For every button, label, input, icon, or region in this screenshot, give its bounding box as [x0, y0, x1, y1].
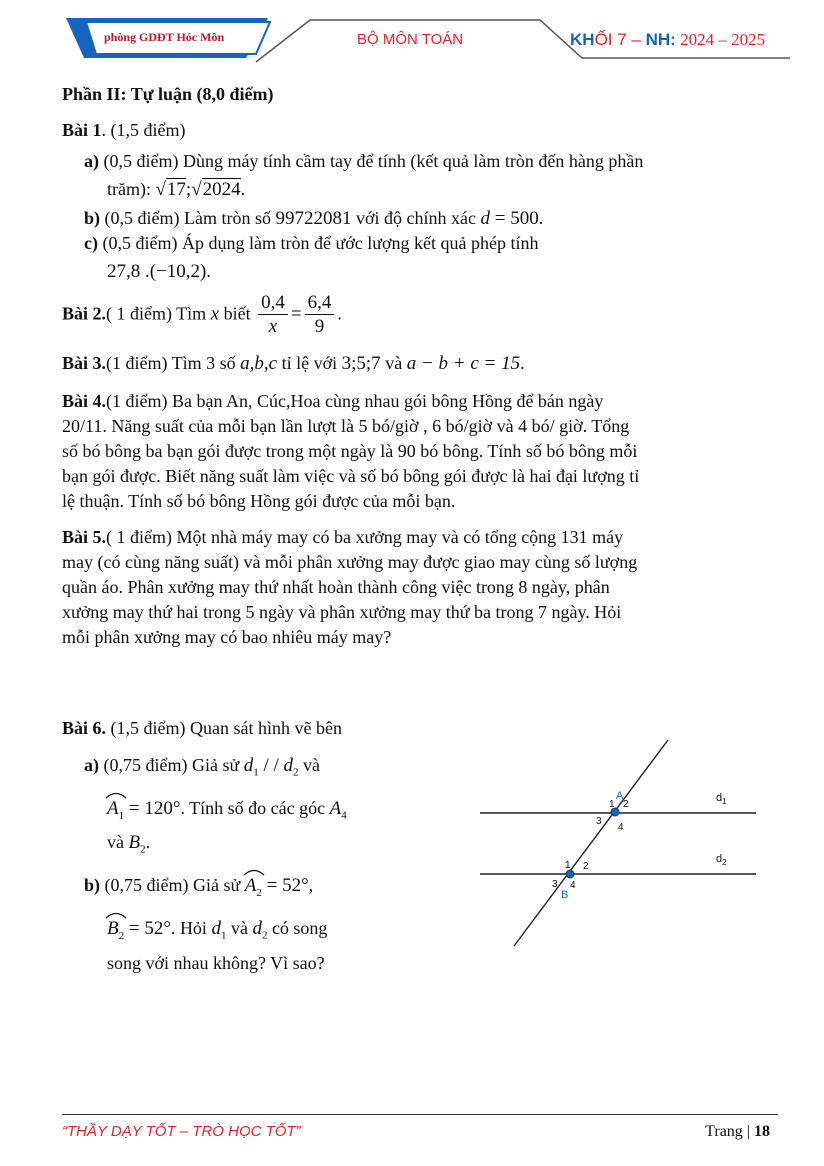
angle-A1-sub: 1: [118, 809, 125, 822]
school-year: 2024 – 2025: [675, 30, 766, 49]
bai2-frac2-num: 6,4: [305, 292, 335, 315]
bai2: [62, 292, 782, 339]
bai6-a: [84, 753, 442, 786]
bai1-a-end: .: [240, 179, 246, 199]
bai6-b-value2: = 52°: [124, 917, 171, 939]
bai6-b-d1: d: [211, 917, 221, 939]
label-A: A: [616, 790, 624, 802]
exam-content: [62, 80, 782, 650]
sqrt-2024: √2024: [191, 179, 241, 200]
bai2-text2: biết: [219, 303, 256, 324]
bai6-b-d1-sub: 1: [220, 929, 227, 942]
sqrt-17-radicand: 17: [166, 179, 186, 200]
grade-year-label: [570, 30, 765, 50]
bai1-b-number: 99722081: [275, 208, 352, 229]
angle-B-1: 1: [565, 860, 571, 871]
bai6-a-parallel: / /: [258, 755, 284, 776]
angle-A-2: 2: [623, 799, 629, 810]
bai5-line-3: xưởng may thứ hai trong 5 ngày và phân xưởng may thứ ba trong 7 ngày. Hỏi: [62, 602, 622, 622]
bai1-b: [84, 206, 782, 231]
angle-A1: [107, 796, 124, 829]
label-d1: [716, 792, 727, 806]
bai6-a-text: (0,75 điểm) Giả sử: [99, 755, 244, 775]
label-B: B: [561, 889, 569, 901]
bai6-a-d2-sub: 2: [293, 766, 299, 779]
bai3-end: .: [520, 353, 525, 373]
bai1-a-sep: ;: [185, 179, 192, 200]
angle-arc-B2: [105, 911, 127, 919]
bai6-label: Bài 6.: [62, 718, 107, 738]
page-label: Trang |: [705, 1123, 754, 1140]
bai1-a: [84, 149, 782, 174]
bai4-line-4: lệ thuận. Tính số bó bông Hồng gói được của mỗi bạn.: [62, 491, 456, 511]
angle-A4-letter: A: [329, 797, 342, 819]
angle-A4-sub: 4: [341, 809, 347, 822]
bai1-c-text: (0,5 điểm) Áp dụng làm tròn để ước lượng kết quả phép tính: [97, 233, 539, 253]
bai5-line-2: quần áo. Phân xưởng may thứ nhất hoàn thành công việc trong 8 ngày, phân: [62, 577, 610, 597]
angle-A-4: 4: [618, 822, 624, 833]
bai1-c: [84, 231, 782, 256]
bai1-label: Bài 1: [62, 120, 102, 140]
bai6-b-text: (0,75 điểm) Giả sử: [100, 874, 245, 895]
bai4: [62, 389, 782, 514]
footer-motto: “THẦY DẠY TỐT – TRÒ HỌC TỐT”: [62, 1123, 301, 1140]
bai6-a-cont2: [107, 830, 442, 863]
bai2-frac1-den: x: [268, 316, 278, 337]
label-d2: [716, 853, 727, 867]
angle-A2-letter: A: [244, 874, 257, 896]
bai6-b-cont: [107, 916, 442, 949]
angle-A1-letter: A: [107, 797, 119, 819]
bai2-end: .: [337, 303, 342, 324]
angle-A-3: 3: [596, 816, 602, 827]
bai4-line-1: 20/11. Năng suất của mỗi bạn lần lượt là 5 bó/giờ , 6 bó/giờ và 4 bó/ giờ. Tổng: [62, 416, 630, 436]
bai5-line-0: [62, 525, 782, 550]
bai5-label: Bài 5.: [62, 527, 107, 547]
page-footer: [62, 1114, 778, 1155]
label-d1-sub: 1: [722, 797, 727, 806]
bai5: [62, 525, 782, 650]
bai1-c-expr: 27,8 .(−10,2): [107, 261, 207, 282]
bai6-title: [62, 716, 442, 741]
bai2-eq: =: [290, 303, 302, 325]
bai1-b-text: (0,5 điểm) Làm tròn số: [100, 208, 276, 228]
bai3-eq: a − b + c = 15: [406, 353, 521, 374]
bai1-a-text: (0,5 điểm) Dùng máy tính cầm tay để tính (kết quả làm tròn đến hàng phần: [99, 151, 644, 171]
page-number-value: 18: [754, 1123, 770, 1140]
bai4-text-0: (1 điểm) Ba bạn An, Cúc,Hoa cùng nhau gói bông Hồng để bán ngày: [106, 391, 604, 411]
bai6-title-rest: (1,5 điểm) Quan sát hình vẽ bên: [106, 718, 342, 738]
bai1-a-cont: [107, 177, 782, 202]
point-B: [566, 870, 574, 878]
bai1-b-label: b): [84, 208, 101, 228]
bai3: [62, 351, 782, 376]
angle-B2b-letter: B: [107, 917, 119, 939]
bai1-b-eq: = 500: [489, 208, 539, 229]
angle-B-4: 4: [570, 880, 576, 891]
bai6-b-cont2: song với nhau không? Vì sao?: [107, 952, 325, 973]
bai4-line-0: [62, 389, 782, 414]
bai1-title: [62, 118, 782, 143]
bai1-c-end: .: [206, 261, 211, 281]
bai3-text: (1 điểm) Tìm 3 số: [106, 353, 241, 373]
bai3-label: Bài 3.: [62, 353, 107, 373]
bai4-line-3: bạn gói được. Biết năng suất làm việc và số bó bông gói được là hai đại lượng tỉ: [62, 466, 640, 486]
bai6-b-text3: có song: [267, 917, 328, 938]
label-d2-sub: 2: [722, 858, 727, 867]
angle-B2b-sub: 2: [118, 929, 125, 942]
label-d2-letter: d: [716, 853, 723, 865]
bai5-text-0: ( 1 điểm) Một nhà máy may có ba xưởng may và có tổng cộng 131 máy: [106, 527, 624, 547]
bai6-a-d2: d: [283, 755, 294, 776]
angle-arc-A2: [243, 868, 265, 876]
bai2-var: x: [210, 303, 220, 325]
bai6-b-text2: . Hỏi: [170, 917, 212, 938]
bai2-text: ( 1 điểm) Tìm: [106, 303, 211, 324]
bai2-frac1-num: 0,4: [258, 292, 288, 315]
bai1-c-cont: [107, 259, 782, 284]
page-header: [0, 0, 824, 70]
bai3-ratio: 3;5;7: [341, 353, 381, 374]
angle-B-2: 2: [583, 861, 589, 872]
angle-A2-sub: 2: [256, 886, 262, 899]
bai6-a-value: = 120°: [124, 797, 181, 819]
bai6-a-va: và: [107, 832, 129, 853]
bai6: [62, 716, 442, 976]
bai3-text3: và: [380, 353, 407, 373]
angle-B2: [107, 916, 124, 949]
bai6-b-label: b): [84, 874, 101, 895]
subject-label: BỘ MÔN TOÁN: [357, 31, 464, 48]
bai6-b-va: và: [226, 917, 253, 938]
bai5-line-1: may (có cùng năng suất) và mỗi phân xưởng may được giao may cùng số lượng: [62, 552, 638, 572]
transversal-line: [514, 740, 668, 946]
bai6-a-end: .: [145, 832, 151, 853]
angle-arc-A1: [105, 791, 127, 799]
bai2-frac2-den: 9: [314, 316, 325, 337]
label-d1-letter: d: [716, 792, 723, 804]
bai6-b-d2-sub: 2: [261, 929, 268, 942]
angle-A2: [245, 873, 262, 906]
bai1-c-label: c): [84, 233, 98, 253]
bai1-points: . (1,5 điểm): [101, 120, 186, 140]
grade-prefix: KH: [570, 30, 595, 49]
part-title: Phần II: Tự luận (8,0 điểm): [62, 84, 274, 104]
bai6-a-d1-sub: 1: [253, 766, 259, 779]
bai6-b-value: = 52°: [261, 874, 309, 896]
bai6-a-and: và: [298, 755, 321, 775]
bai6-a-text2: . Tính số đo các góc: [180, 797, 330, 818]
bai6-b: [84, 873, 442, 906]
grade-sep: –: [626, 30, 646, 49]
bai3-vars: a,b,c: [240, 353, 278, 374]
geometry-figure: [478, 738, 758, 953]
bai1-a-label: a): [84, 151, 99, 171]
bai6-b-d2: d: [252, 917, 262, 939]
bai1-b-end: .: [538, 208, 544, 228]
bai2-frac2: [305, 292, 335, 339]
angle-B-3: 3: [552, 879, 558, 890]
sqrt-17: √17: [155, 179, 186, 200]
department-label: phòng GDĐT Hóc Môn: [104, 30, 225, 44]
angle-B2-sub: 2: [140, 843, 146, 856]
bai6-b-comma: ,: [308, 874, 314, 895]
bai4-line-2: số bó bông ba bạn gói được trong một ngày là 90 bó bông. Tính số bó bông mỗi: [62, 441, 638, 461]
bai6-a-label: a): [84, 755, 99, 775]
sqrt-2024-radicand: 2024: [202, 179, 241, 200]
page-number: [705, 1123, 770, 1141]
bai3-text2: tỉ lệ với: [277, 353, 342, 373]
bai6-a-d1: d: [243, 755, 254, 776]
angle-B2-letter: B: [128, 832, 141, 854]
bai1-a-text2: trăm):: [107, 179, 156, 199]
angle-A-1: 1: [609, 799, 615, 810]
year-prefix: NH:: [645, 30, 676, 49]
bai1-b-text2: với độ chính xác: [351, 208, 481, 228]
grade-rest: ỐI 7: [594, 30, 627, 49]
bai1-b-var: d: [480, 208, 490, 229]
bai6-a-cont: [107, 796, 442, 829]
bai4-label: Bài 4.: [62, 391, 107, 411]
bai2-frac1: [258, 292, 288, 339]
bai2-label: Bài 2.: [62, 303, 107, 324]
bai5-line-4: mỗi phân xưởng may có bao nhiêu máy may?: [62, 627, 392, 647]
